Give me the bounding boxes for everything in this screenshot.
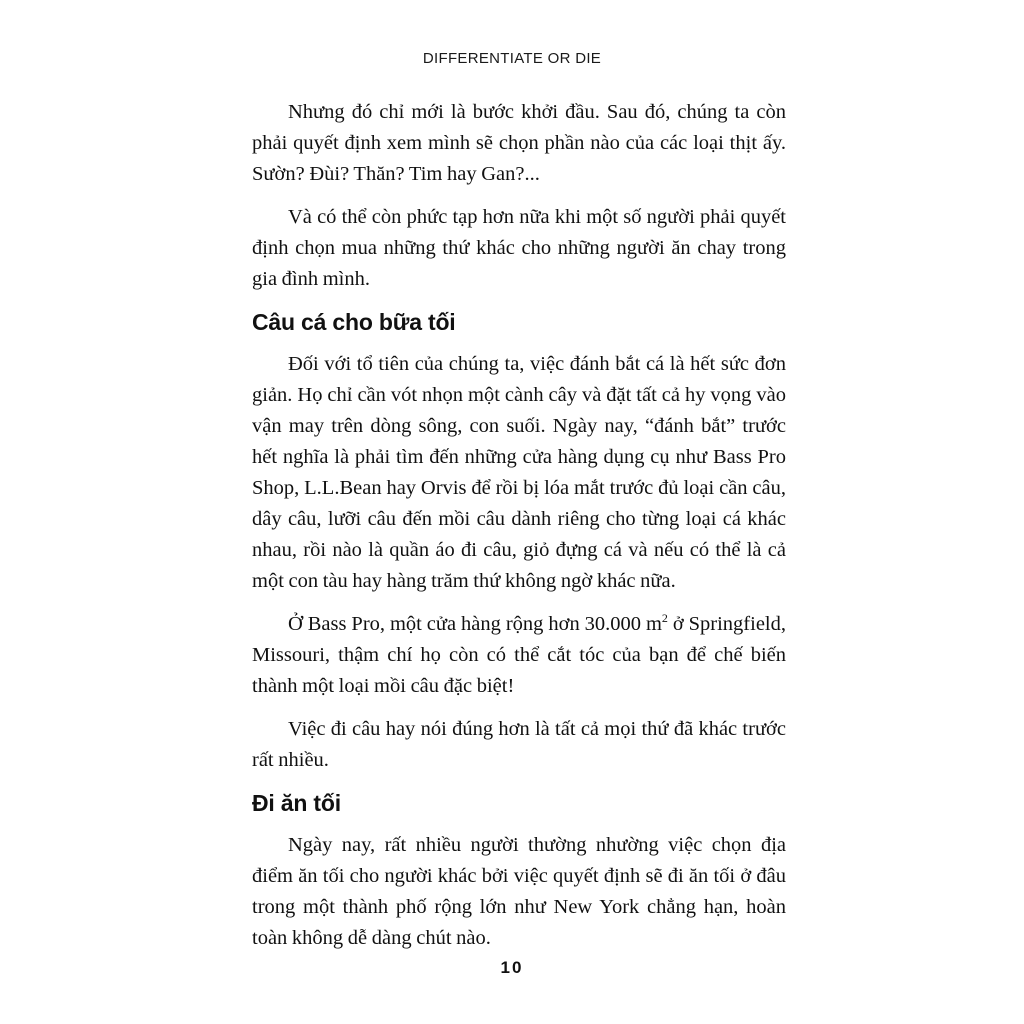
superscript-2: 2 <box>661 611 668 625</box>
paragraph-4 <box>252 609 786 702</box>
paragraph-4-part-2: ở Springfield, Missouri, thậm chí họ còn có thể cắt tóc của bạn để chế biến thành một loại mồi câu đặc biệt! <box>252 613 786 697</box>
section-heading-dining: Đi ăn tối <box>252 790 341 816</box>
section-heading-fishing: Câu cá cho bữa tối <box>252 309 456 335</box>
paragraph-2: Và có thể còn phức tạp hơn nữa khi một số người phải quyết định chọn mua những thứ khác cho những người ăn chay trong gia đình mình. <box>252 206 786 290</box>
running-head: DIFFERENTIATE OR DIE <box>422 50 602 67</box>
page-number: 10 <box>500 958 524 977</box>
paragraph-4-part-1: Ở Bass Pro, một cửa hàng rộng hơn 30.000 m <box>288 613 662 635</box>
paragraph-3: Đối với tổ tiên của chúng ta, việc đánh bắt cá là hết sức đơn giản. Họ chỉ cần vót nhọn một cành cây và đặt tất cả hy vọng vào vận may trên dòng sông, con suối. Ngày nay, “đánh bắt” trước hết nghĩa là phải tìm đến những cửa hàng dụng cụ như Bass Pro Shop, L.L.Bean hay Orvis để rồi bị lóa mắt trước đủ loại cần câu, dây câu, lưỡi câu đến mồi câu dành riêng cho từng loại cá khác nhau, rồi nào là quần áo đi câu, giỏ đựng cá và nếu có thể là cả một con tàu hay hàng trăm thứ không ngờ khác nữa. <box>252 353 786 592</box>
paragraph-1: Nhưng đó chỉ mới là bước khởi đầu. Sau đó, chúng ta còn phải quyết định xem mình sẽ chọn phần nào của các loại thịt ấy. Sườn? Đùi? Thăn? Tim hay Gan?... <box>252 101 786 185</box>
body-text <box>252 97 786 966</box>
paragraph-6: Ngày nay, rất nhiều người thường nhường việc chọn địa điểm ăn tối cho người khác bởi việc quyết định sẽ đi ăn tối ở đâu trong một thành phố rộng lớn như New York chẳng hạn, hoàn toàn không dễ dàng chút nào. <box>252 834 786 949</box>
paragraph-5: Việc đi câu hay nói đúng hơn là tất cả mọi thứ đã khác trước rất nhiều. <box>252 718 786 771</box>
